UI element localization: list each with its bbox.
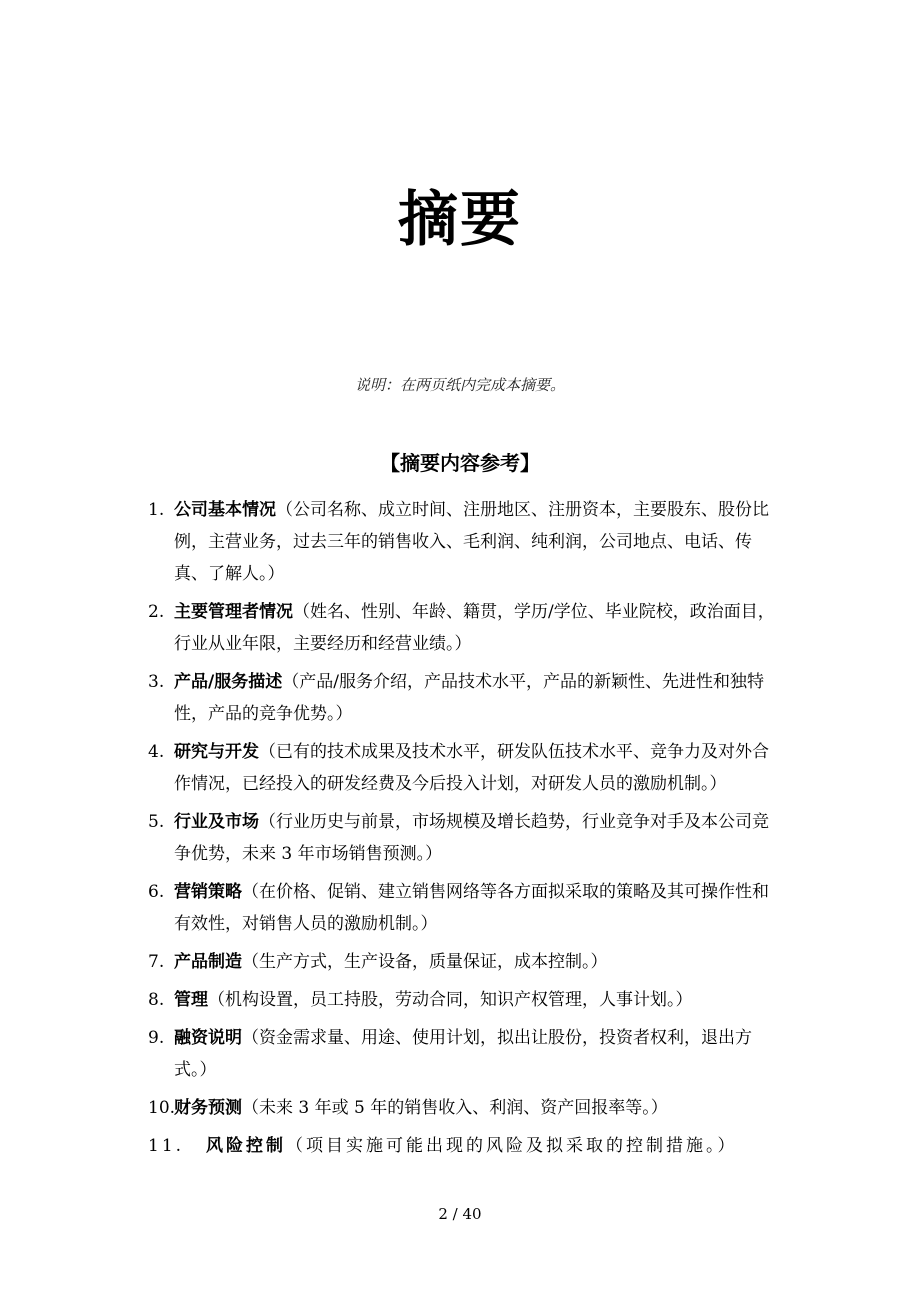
item-term: 营销策略 bbox=[174, 882, 242, 902]
item-number: 4. bbox=[148, 742, 165, 762]
item-term: 研究与开发 bbox=[174, 742, 259, 762]
item-detail: （项目实施可能出现的风险及拟采取的控制措施。） bbox=[286, 1136, 738, 1156]
item-term: 管理 bbox=[174, 990, 208, 1010]
list-item bbox=[148, 946, 783, 978]
item-number: 9. bbox=[148, 1028, 165, 1048]
item-number: 8. bbox=[148, 990, 165, 1010]
item-term: 财务预测 bbox=[174, 1098, 242, 1118]
item-detail: （资金需求量、用途、使用计划，拟出让股份，投资者权利，退出方式。） bbox=[174, 1028, 752, 1080]
item-term: 融资说明 bbox=[174, 1028, 242, 1048]
item-detail: （公司名称、成立时间、注册地区、注册资本，主要股东、股份比例，主营业务，过去三年的销售收入、毛利润、纯利润，公司地点、电话、传真、了解人。） bbox=[174, 500, 769, 584]
item-term: 主要管理者情况 bbox=[174, 602, 293, 622]
item-detail: （在价格、促销、建立销售网络等各方面拟采取的策略及其可操作性和有效性，对销售人员的激励机制。） bbox=[174, 882, 769, 934]
item-detail: （生产方式，生产设备，质量保证，成本控制。） bbox=[242, 952, 608, 972]
item-detail: （产品/服务介绍，产品技术水平，产品的新颖性、先进性和独特性，产品的竞争优势。） bbox=[174, 672, 764, 724]
item-number: 1. bbox=[148, 500, 165, 520]
list-item bbox=[148, 806, 783, 870]
list-item bbox=[148, 666, 783, 730]
item-term: 行业及市场 bbox=[174, 812, 259, 832]
page-title: 摘要 bbox=[398, 185, 522, 255]
item-number: 5. bbox=[148, 812, 165, 832]
list-item bbox=[148, 1022, 783, 1086]
list-item bbox=[148, 736, 783, 800]
item-number: 3. bbox=[148, 672, 165, 692]
instruction-note: 说明：在两页纸内完成本摘要。 bbox=[354, 376, 565, 394]
list-item bbox=[148, 876, 783, 940]
item-number: 10. bbox=[148, 1098, 176, 1118]
page-number: 2 / 40 bbox=[438, 1205, 482, 1223]
item-term: 公司基本情况 bbox=[174, 500, 276, 520]
list-item bbox=[148, 1130, 783, 1162]
item-term: 风险控制 bbox=[206, 1136, 286, 1156]
item-detail: （已有的技术成果及技术水平，研发队伍技术水平、竞争力及对外合作情况，已经投入的研发经费及今后投入计划，对研发人员的激励机制。） bbox=[174, 742, 769, 794]
list-item bbox=[148, 494, 783, 590]
list-item bbox=[148, 984, 783, 1016]
item-detail: （姓名、性别、年龄、籍贯，学历/学位、毕业院校，政治面目，行业从业年限，主要经历和经营业绩。） bbox=[174, 602, 775, 654]
item-number: 2. bbox=[148, 602, 165, 622]
item-number: 11. bbox=[148, 1136, 185, 1156]
item-term: 产品制造 bbox=[174, 952, 242, 972]
reference-heading: 【摘要内容参考】 bbox=[380, 451, 540, 475]
item-detail: （机构设置，员工持股，劳动合同，知识产权管理，人事计划。） bbox=[208, 990, 693, 1010]
list-item bbox=[148, 596, 783, 660]
summary-item-list bbox=[148, 494, 783, 1168]
list-item bbox=[148, 1092, 783, 1124]
item-number: 6. bbox=[148, 882, 165, 902]
item-detail: （行业历史与前景，市场规模及增长趋势，行业竞争对手及本公司竞争优势，未来 3 年市场销售预测。） bbox=[174, 812, 769, 864]
item-detail: （未来 3 年或 5 年的销售收入、利润、资产回报率等。） bbox=[242, 1098, 668, 1118]
item-number: 7. bbox=[148, 952, 165, 972]
item-term: 产品/服务描述 bbox=[174, 672, 283, 692]
